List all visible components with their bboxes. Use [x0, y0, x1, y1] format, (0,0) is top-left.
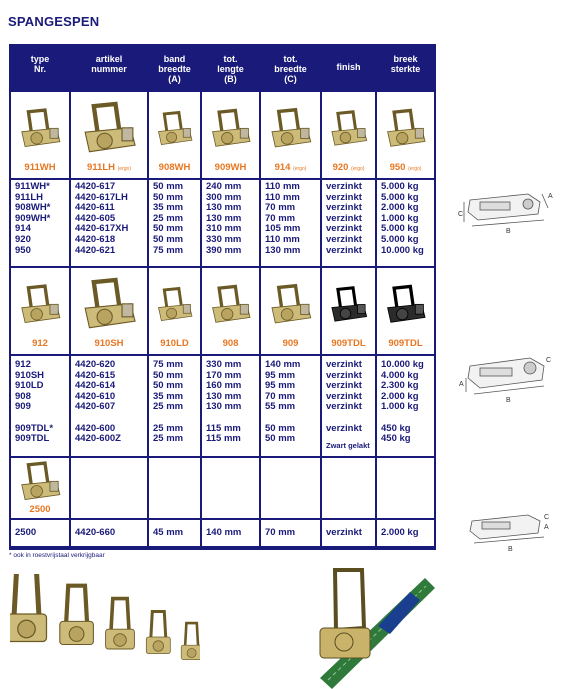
empty-cell: [202, 458, 259, 518]
photo-label: 914 (ergo): [274, 162, 307, 173]
photo-label: 2500: [29, 504, 51, 515]
column-values-artikel: 4420-620 4420-615 4420-614 4420-610 4420-607 4420-600 4420-600Z: [75, 359, 121, 445]
column-values-lengte: 240 mm 300 mm 130 mm 130 mm 310 mm 330 mm 390 mm: [206, 181, 242, 256]
photo-cell-908WH: [149, 92, 200, 178]
buckle-range-item: [60, 586, 94, 645]
buckle-photo: [11, 460, 69, 502]
header-breek: breek sterkte: [390, 54, 421, 74]
dim-label-c: C: [458, 211, 464, 218]
photo-cell-920: [322, 92, 375, 178]
buckle-photo: [202, 270, 259, 338]
photo-cell-909TDL: [377, 268, 434, 354]
column-values-band: 75 mm 50 mm 50 mm 35 mm 25 mm 25 mm 25 mm: [153, 359, 184, 445]
column-values-lengte: 330 mm 170 mm 160 mm 130 mm 130 mm 115 mm 115 mm: [206, 359, 242, 445]
photo-label: 950 (ergo): [389, 162, 422, 173]
photo-label: 909TDL: [388, 338, 423, 349]
dim-label-b: B: [506, 228, 511, 235]
photo-cell-2500: [11, 458, 69, 518]
header-type: type Nr.: [30, 54, 50, 74]
data-cell-g2-breek: [377, 356, 434, 456]
buckle-photo: [11, 94, 69, 162]
buckle-photo: [202, 94, 259, 162]
buckle-photo: [149, 270, 200, 338]
data-cell-g3-breedte: [261, 520, 320, 546]
data-cell-g2-finish: [322, 356, 375, 456]
photo-cell-911WH: [11, 92, 69, 178]
svg-text:B: B: [506, 397, 511, 404]
data-cell-g3-breek: [377, 520, 434, 546]
buckle-range-item: [10, 574, 47, 642]
header-finish: finish: [336, 62, 361, 72]
svg-text:A: A: [459, 381, 464, 388]
header-artikel: artikel nummer: [91, 54, 127, 74]
data-cell-g1-breedte: [261, 180, 320, 266]
buckle-photo: [71, 94, 147, 162]
empty-cell: [71, 458, 147, 518]
column-values-artikel: 4420-617 4420-617LH 4420-611 4420-605 4420-617XH 4420-618 4420-621: [75, 181, 129, 256]
data-cell-g2-artikel: [71, 356, 147, 456]
column-values-band: 50 mm 50 mm 35 mm 25 mm 50 mm 50 mm 75 mm: [153, 181, 184, 256]
buckle-photo: [11, 270, 69, 338]
photo-cell-910SH: [71, 268, 147, 354]
photo-cell-909: [261, 268, 320, 354]
photo-label: 912: [32, 338, 48, 349]
svg-text:A: A: [544, 524, 549, 531]
buckle-range-item: [106, 599, 135, 649]
data-cell-g3-lengte: [202, 520, 259, 546]
finish-extra: Zwart gelakt: [326, 441, 370, 450]
data-cell-g1-lengte: [202, 180, 259, 266]
ratchet-strap-photo: [300, 568, 440, 689]
photo-label: 909: [282, 338, 299, 349]
svg-text:C: C: [544, 514, 550, 521]
photo-cell-911LH: [71, 92, 147, 178]
photo-label: 909WH: [214, 162, 247, 173]
photo-label: 908: [222, 338, 239, 349]
header-breedte: tot. breedte (C): [274, 54, 307, 84]
footnote: * ook in roestvrijstaal verkrijgbaar: [9, 552, 105, 559]
column-values-breedte: 110 mm 110 mm 70 mm 70 mm 105 mm 110 mm 130 mm: [265, 181, 301, 256]
spangespen-table: [9, 44, 436, 550]
data-cell-g3-band: [149, 520, 200, 546]
svg-text:B: B: [508, 546, 513, 553]
column-values-breedte: 140 mm 95 mm 95 mm 70 mm 55 mm 50 mm 50 mm: [265, 359, 301, 445]
column-values-type: 911WH* 911LH 908WH* 909WH* 914 920 950: [15, 181, 51, 256]
buckle-photo: [149, 94, 200, 162]
column-value-band: 45 mm: [153, 527, 184, 538]
photo-cell-912: [11, 268, 69, 354]
buckle-photo: [71, 270, 147, 338]
dim-label-a: A: [548, 193, 553, 200]
photo-label: 908WH: [158, 162, 191, 173]
column-value-finish: verzinkt: [326, 527, 362, 538]
photo-cell-908: [202, 268, 259, 354]
column-values-type: 912 910SH 910LD 908 909 909TDL* 909TDL: [15, 359, 54, 445]
data-cell-g2-lengte: [202, 356, 259, 456]
buckle-range-item: [181, 623, 200, 659]
buckle-photo: [377, 270, 434, 338]
ratchet-dimension-diagram-2: [458, 348, 558, 408]
data-cell-g1-band: [149, 180, 200, 266]
column-value-lengte: 140 mm: [206, 527, 242, 538]
ratchet-dimension-diagram-3: [462, 505, 557, 555]
page-title: SPANGESPEN: [8, 14, 100, 29]
photo-cell-909TDL: [322, 268, 375, 354]
data-cell-g1-type: [11, 180, 69, 266]
buckle-photo: [322, 94, 375, 162]
empty-cell: [261, 458, 320, 518]
buckle-range-item: [146, 612, 170, 654]
data-cell-g2-band: [149, 356, 200, 456]
header-lengte: tot. lengte (B): [217, 54, 244, 84]
column-values-finish: verzinkt verzinkt verzinkt verzinkt verzinkt verzinkt: [326, 359, 362, 434]
column-values-breek: 10.000 kg 4.000 kg 2.300 kg 2.000 kg 1.000 kg 450 kg 450 kg: [381, 359, 424, 445]
buckle-photo: [261, 270, 320, 338]
data-cell-g2-type: [11, 356, 69, 456]
photo-label: 909TDL: [331, 338, 366, 349]
column-value-artikel: 4420-660: [75, 527, 116, 538]
ratchet-dimension-diagram-1: [458, 180, 558, 240]
data-cell-g1-finish: [322, 180, 375, 266]
data-cell-g1-breek: [377, 180, 434, 266]
photo-cell-910LD: [149, 268, 200, 354]
svg-text:C: C: [546, 357, 552, 364]
buckle-range-photo: [10, 574, 200, 684]
data-cell-g3-type: [11, 520, 69, 546]
buckle-photo: [322, 270, 375, 338]
photo-label: 920 (ergo): [332, 162, 365, 173]
photo-cell-914: [261, 92, 320, 178]
column-value-breedte: 70 mm: [265, 527, 296, 538]
column-values-finish: verzinkt verzinkt verzinkt verzinkt verzinkt verzinkt verzinkt: [326, 181, 362, 256]
data-cell-g1-artikel: [71, 180, 147, 266]
empty-cell: [377, 458, 434, 518]
column-value-type: 2500: [15, 527, 37, 538]
buckle-photo: [377, 94, 434, 162]
photo-label: 910LD: [160, 338, 189, 349]
data-cell-g3-artikel: [71, 520, 147, 546]
photo-label: 910SH: [94, 338, 124, 349]
data-cell-g2-breedte: [261, 356, 320, 456]
photo-label: 911WH: [24, 162, 56, 173]
photo-label: 911LH (ergo): [87, 162, 131, 173]
empty-cell: [322, 458, 375, 518]
photo-cell-909WH: [202, 92, 259, 178]
data-cell-g3-finish: [322, 520, 375, 546]
header-band: band breedte (A): [158, 54, 191, 84]
empty-cell: [149, 458, 200, 518]
buckle-photo: [261, 94, 320, 162]
column-values-breek: 5.000 kg 5.000 kg 2.000 kg 1.000 kg 5.000 kg 5.000 kg 10.000 kg: [381, 181, 424, 256]
photo-cell-950: [377, 92, 434, 178]
column-value-breek: 2.000 kg: [381, 527, 419, 538]
